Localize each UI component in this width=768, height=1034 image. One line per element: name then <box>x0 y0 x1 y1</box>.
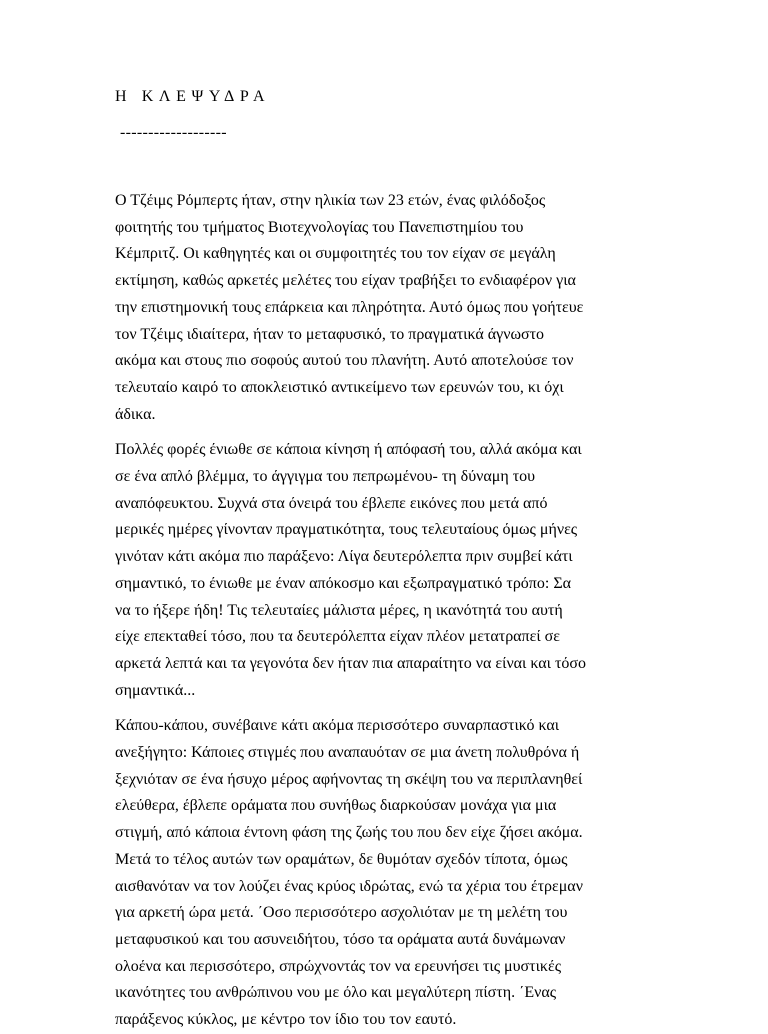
text-line: Κάπου-κάπου, συνέβαινε κάτι ακόμα περισσότερο συναρπαστικό και <box>115 717 560 735</box>
text-line: αρκετά λεπτά και τα γεγονότα δεν ήταν πια απαραίτητο να είναι και τόσο <box>115 654 587 672</box>
text-line: ελεύθερα, έβλεπε οράματα που συνήθως διαρκούσαν μονάχα για μια <box>115 797 557 815</box>
text-line: σημαντικά... <box>115 681 196 699</box>
document-body <box>115 188 660 1034</box>
text-line: αναπόφευκτου. Συχνά στα όνειρά του έβλεπε εικόνες που μετά από <box>115 494 548 512</box>
text-line: μερικές ημέρες γίνονταν πραγματικότητα, τους τελευταίους όμως μήνες <box>115 521 578 539</box>
text-line: σημαντικό, το ένιωθε με έναν απόκοσμο και εξωπραγματικό τρόπο: Σα <box>115 574 572 592</box>
text-line: ακόμα και στους πιο σοφούς αυτού του πλανήτη. Αυτό αποτελούσε τον <box>115 352 574 370</box>
text-line: ικανότητες του ανθρώπινου νου με όλο και μεγαλύτερη πίστη. ΄Ενας <box>115 984 557 1002</box>
text-line: ανεξήγητο: Κάποιες στιγμές που αναπαυόταν σε μια άνετη πολυθρόνα ή <box>115 744 580 762</box>
paragraph-2 <box>115 437 660 704</box>
text-line: μεταφυσικού και του ασυνειδήτου, τόσο τα οράματα αυτά δυνάμωναν <box>115 930 566 948</box>
text-line: ξεχνιόταν σε ένα ήσυχο μέρος αφήνοντας τη σκέψη του να περιπλανηθεί <box>115 770 583 788</box>
text-line: ολοένα και περισσότερο, σπρώχνοντάς τον να ερευνήσει τις μυστικές <box>115 957 562 975</box>
paragraph-1 <box>115 188 660 428</box>
title-separator: ------------------- <box>120 124 227 141</box>
text-line: τον Τζέιμς ιδιαίτερα, ήταν το μεταφυσικό, το πραγματικά άγνωστο <box>115 325 545 343</box>
text-line: για αρκετή ώρα μετά. ΄Οσο περισσότερο ασχολιόταν με τη μελέτη του <box>115 904 568 922</box>
text-line: γινόταν κάτι ακόμα πιο παράξενο: Λίγα δευτερόλεπτα πριν συμβεί κάτι <box>115 548 573 566</box>
text-line: να το ήξερε ήδη! Τις τελευταίες μάλιστα μέρες, η ικανότητά του αυτή <box>115 601 563 619</box>
text-line: Κέμπριτζ. Οι καθηγητές και οι συμφοιτητές του τον είχαν σε μεγάλη <box>115 245 556 263</box>
paragraph-3 <box>115 713 660 1033</box>
text-line: άδικα. <box>115 405 156 423</box>
text-line: σε ένα απλό βλέμμα, το άγγιγμα του πεπρωμένου- τη δύναμη του <box>115 468 536 486</box>
text-line: Ο Τζέιμς Ρόμπερτς ήταν, στην ηλικία των 23 ετών, ένας φιλόδοξος <box>115 192 546 209</box>
text-line: τελευταίο καιρό το αποκλειστικό αντικείμενο των ερευνών του, κι όχι <box>115 378 564 396</box>
text-line: στιγμή, από κάποια έντονη φάση της ζωής του που δεν είχε ζήσει ακόμα. <box>115 824 583 842</box>
document-title: Η ΚΛΕΨΥΔΡΑ <box>115 88 271 105</box>
text-line: φοιτητής του τμήματος Βιοτεχνολογίας του Πανεπιστημίου του <box>115 218 524 236</box>
text-line: την επιστημονική τους επάρκεια και πληρότητα. Αυτό όμως που γοήτευε <box>115 298 584 316</box>
text-line: είχε επεκταθεί τόσο, που τα δευτερόλεπτα είχαν πλέον μετατραπεί σε <box>115 628 560 646</box>
text-line: εκτίμηση, καθώς αρκετές μελέτες του είχαν τραβήξει το ενδιαφέρον για <box>115 272 576 290</box>
text-line: παράξενος κύκλος, με κέντρο τον ίδιο του τον εαυτό. <box>115 1011 457 1029</box>
text-line: αισθανόταν να τον λούζει ένας κρύος ιδρώτας, ενώ τα χέρια του έτρεμαν <box>115 877 583 895</box>
text-line: Πολλές φορές ένιωθε σε κάποια κίνηση ή απόφασή του, αλλά ακόμα και <box>115 441 582 459</box>
text-line: Μετά το τέλος αυτών των οραμάτων, δε θυμόταν σχεδόν τίποτα, όμως <box>115 850 568 868</box>
